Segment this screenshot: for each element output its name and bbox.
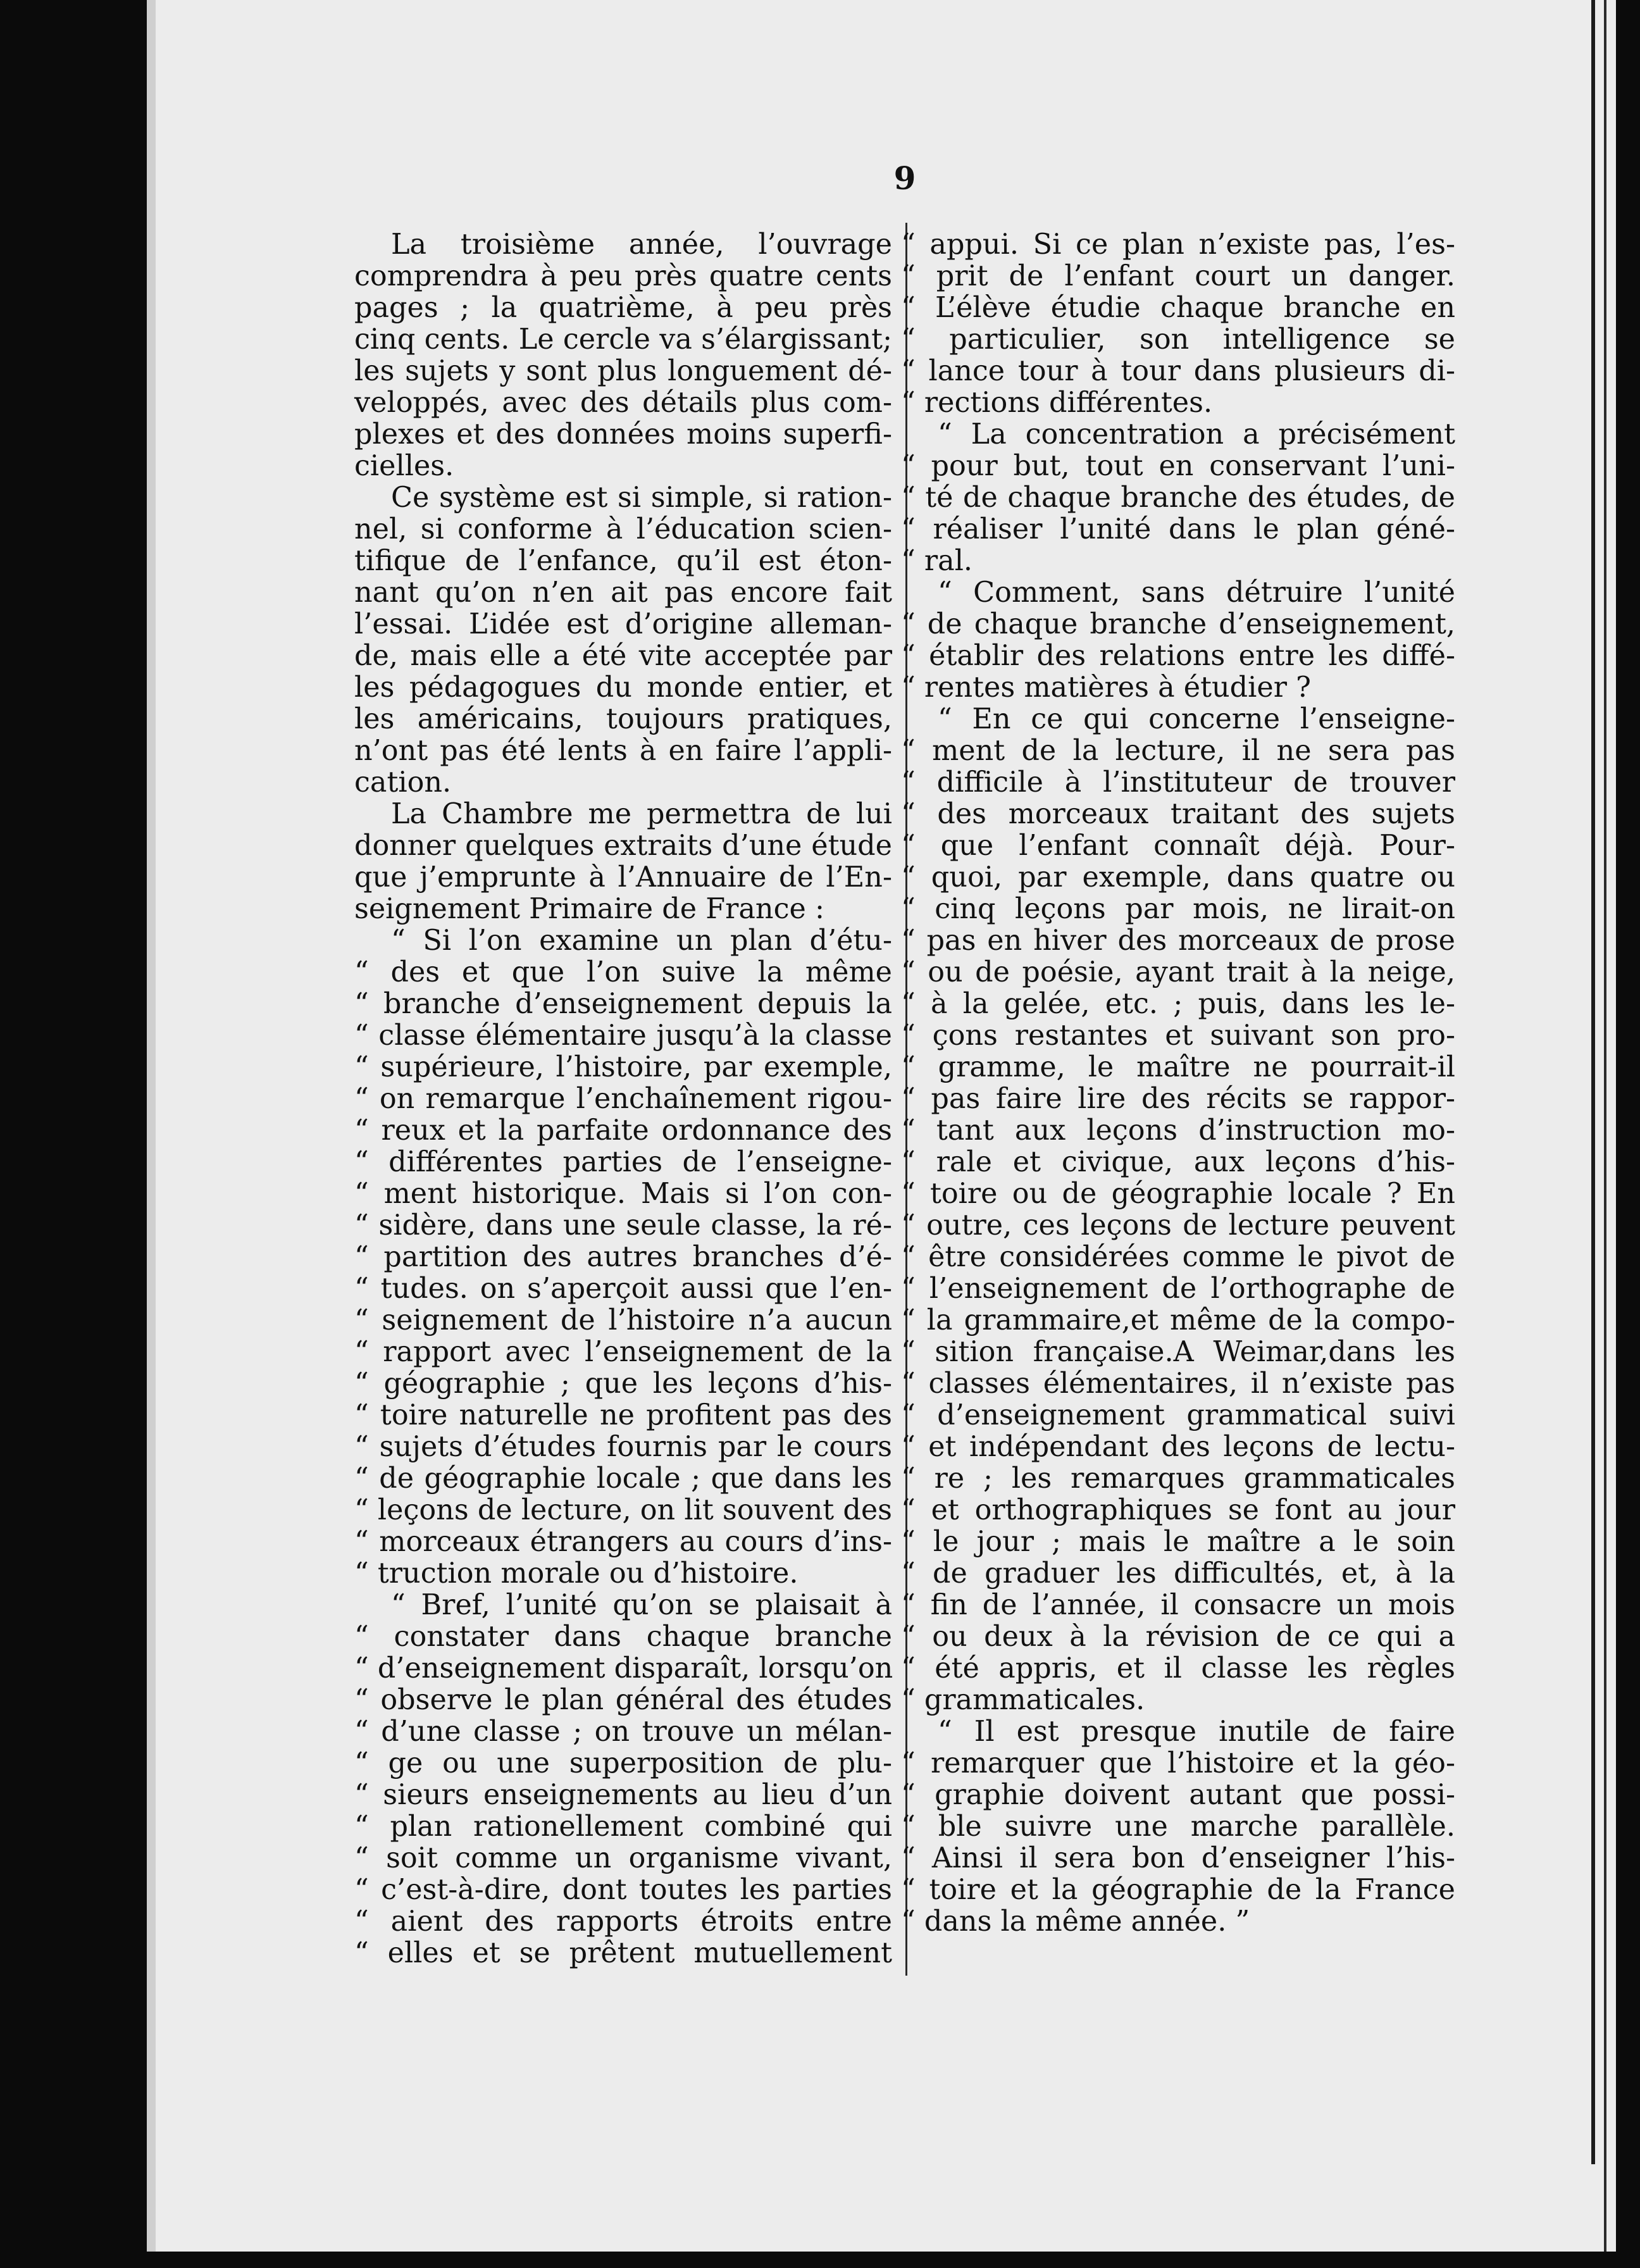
text-line: “ établir des relations entre les diffé-: [901, 640, 1455, 672]
text-line: cielles.: [354, 450, 454, 482]
text-line: “ sition française.A Weimar,dans les: [901, 1336, 1455, 1368]
text-line: “ seignement de l’histoire n’a aucun: [354, 1304, 892, 1336]
text-line: “ ou deux à la révision de ce qui a: [901, 1621, 1455, 1653]
text-line: de, mais elle a été vite acceptée par: [354, 640, 892, 672]
text-line: seignement Primaire de France :: [354, 893, 824, 925]
text-line: “ gramme, le maître ne pourrait-il: [901, 1051, 1455, 1083]
text-line: “ pour but, tout en conservant l’uni-: [901, 450, 1455, 482]
text-line: “ plan rationellement combiné qui: [354, 1810, 892, 1843]
text-line: les sujets y sont plus longuement dé-: [354, 355, 892, 387]
text-line: “ d’enseignement disparaît, lorsqu’on: [354, 1652, 893, 1685]
text-line: “ truction morale ou d’histoire.: [354, 1557, 798, 1590]
text-line: pages ; la quatrième, à peu près: [354, 292, 892, 324]
text-line: “ d’enseignement grammatical suivi: [901, 1399, 1455, 1431]
text-line: “ géographie ; que les leçons d’his-: [354, 1368, 892, 1400]
text-line: “ quoi, par exemple, dans quatre ou: [901, 861, 1455, 894]
text-line: cinq cents. Le cercle va s’élargissant;: [354, 323, 892, 356]
text-line: “ reux et la parfaite ordonnance des: [354, 1114, 892, 1147]
text-line: donner quelques extraits d’une étude: [354, 830, 892, 862]
text-line: “ tudes. on s’aperçoit aussi que l’en-: [354, 1273, 892, 1305]
text-line: “ elles et se prêtent mutuellement: [354, 1937, 892, 1969]
text-line: “ soit comme un organisme vivant,: [354, 1842, 892, 1874]
text-line: La troisième année, l’ouvrage: [391, 228, 892, 261]
text-line: “ dans la même année. ”: [901, 1905, 1250, 1938]
text-line: “ que l’enfant connaît déjà. Pour-: [901, 830, 1455, 862]
text-line: “ ment de la lecture, il ne sera pas: [901, 735, 1455, 767]
page-edge-outer: [1604, 0, 1606, 2252]
text-line: “ observe le plan général des études: [354, 1684, 892, 1716]
text-line: “ outre, ces leçons de lecture peuvent: [901, 1209, 1455, 1242]
text-line: “ l’enseignement de l’orthographe de: [901, 1273, 1455, 1305]
text-line: “ tant aux leçons d’instruction mo-: [901, 1114, 1455, 1147]
text-line: “ Il est presque inutile de faire: [938, 1716, 1455, 1748]
text-line: cation.: [354, 766, 452, 799]
text-line: “ d’une classe ; on trouve un mélan-: [354, 1716, 892, 1748]
text-line: “ classes élémentaires, il n’existe pas: [901, 1368, 1455, 1400]
text-line: “ çons restantes et suivant son pro-: [901, 1019, 1455, 1052]
text-line: “ La concentration a précisément: [938, 418, 1455, 451]
text-line: “ prit de l’enfant court un danger.: [901, 260, 1455, 292]
text-line: “ Si l’on examine un plan d’étu-: [391, 925, 892, 957]
text-line: que j’emprunte à l’Annuaire de l’En-: [354, 861, 892, 894]
page-edge: [1591, 0, 1595, 2164]
text-line: nant qu’on n’en ait pas encore fait: [354, 576, 892, 609]
text-line: “ cinq leçons par mois, ne lirait-on: [901, 893, 1455, 925]
text-line: “ pas en hiver des morceaux de prose: [901, 925, 1455, 957]
text-line: “ ble suivre une marche parallèle.: [901, 1810, 1455, 1843]
text-line: plexes et des données moins superfi-: [354, 418, 892, 451]
text-line: “ aient des rapports étroits entre: [354, 1905, 892, 1938]
left-text-column: [354, 229, 892, 1969]
text-line: les pédagogues du monde entier, et: [354, 671, 892, 704]
text-line: “ et orthographiques se font au jour: [901, 1494, 1455, 1526]
text-line: “ grammaticales.: [901, 1684, 1145, 1716]
text-line: La Chambre me permettra de lui: [391, 798, 892, 830]
text-line: “ supérieure, l’histoire, par exemple,: [354, 1051, 892, 1083]
text-line: nel, si conforme à l’éducation scien-: [354, 513, 892, 545]
text-line: “ morceaux étrangers au cours d’ins-: [354, 1526, 892, 1558]
text-line: “ de géographie locale ; que dans les: [354, 1462, 892, 1495]
text-line: “ ment historique. Mais si l’on con-: [354, 1178, 892, 1210]
text-line: “ Comment, sans détruire l’unité: [938, 576, 1455, 609]
text-line: “ re ; les remarques grammaticales: [901, 1462, 1455, 1495]
text-line: “ sujets d’études fournis par le cours: [354, 1431, 892, 1463]
text-line: “ la grammaire,et même de la compo-: [901, 1304, 1455, 1336]
text-line: “ à la gelée, etc. ; puis, dans les le-: [901, 988, 1455, 1020]
text-line: “ rapport avec l’enseignement de la: [354, 1336, 892, 1368]
text-line: “ remarquer que l’histoire et la géo-: [901, 1747, 1455, 1779]
text-line: “ ou de poésie, ayant trait à la neige,: [901, 956, 1455, 988]
text-line: “ L’élève étudie chaque branche en: [901, 292, 1455, 324]
text-line: “ leçons de lecture, on lit souvent des: [354, 1494, 892, 1526]
text-line: “ En ce qui concerne l’enseigne-: [938, 703, 1455, 735]
text-line: “ des morceaux traitant des sujets: [901, 798, 1455, 830]
page-spine-shadow: [147, 0, 156, 2252]
text-line: “ rections différentes.: [901, 387, 1213, 419]
text-line: “ été appris, et il classe les règles: [901, 1652, 1455, 1685]
text-line: “ particulier, son intelligence se: [901, 323, 1455, 356]
text-line: comprendra à peu près quatre cents: [354, 260, 892, 292]
text-line: “ ge ou une superposition de plu-: [354, 1747, 892, 1779]
text-line: “ pas faire lire des récits se rappor-: [901, 1083, 1455, 1115]
text-line: “ être considérées comme le pivot de: [901, 1241, 1455, 1273]
text-line: “ toire naturelle ne profitent pas des: [354, 1399, 892, 1431]
text-line: “ Bref, l’unité qu’on se plaisait à: [391, 1589, 892, 1621]
text-line: “ té de chaque branche des études, de: [901, 482, 1455, 514]
text-line: “ le jour ; mais le maître a le soin: [901, 1526, 1455, 1558]
text-line: “ difficile à l’instituteur de trouver: [901, 766, 1455, 799]
text-line: “ c’est-à-dire, dont toutes les parties: [354, 1874, 892, 1906]
text-line: “ constater dans chaque branche: [354, 1621, 892, 1653]
text-line: “ branche d’enseignement depuis la: [354, 988, 892, 1020]
text-line: “ classe élémentaire jusqu’à la classe: [354, 1019, 892, 1052]
text-line: “ rentes matières à étudier ?: [901, 671, 1312, 704]
text-line: “ et indépendant des leçons de lectu-: [901, 1431, 1455, 1463]
text-line: les américains, toujours pratiques,: [354, 703, 892, 735]
text-line: “ réaliser l’unité dans le plan géné-: [901, 513, 1455, 545]
text-line: “ des et que l’on suive la même: [354, 956, 892, 988]
text-line: “ on remarque l’enchaînement rigou-: [354, 1083, 892, 1115]
text-line: “ différentes parties de l’enseigne-: [354, 1146, 892, 1178]
text-line: veloppés, avec des détails plus com-: [354, 387, 892, 419]
text-line: “ rale et civique, aux leçons d’his-: [901, 1146, 1455, 1178]
text-line: n’ont pas été lents à en faire l’appli-: [354, 735, 892, 767]
text-line: l’essai. L’idée est d’origine alleman-: [354, 608, 892, 640]
text-line: “ fin de l’année, il consacre un mois: [901, 1589, 1455, 1621]
text-line: “ partition des autres branches d’é-: [354, 1241, 892, 1273]
text-line: “ Ainsi il sera bon d’enseigner l’his-: [901, 1842, 1455, 1874]
text-line: “ ral.: [901, 545, 973, 577]
text-line: “ de chaque branche d’enseignement,: [901, 608, 1455, 640]
text-line: “ sidère, dans une seule classe, la ré-: [354, 1209, 892, 1242]
right-text-column: [901, 229, 1455, 1938]
text-line: “ graphie doivent autant que possi-: [901, 1779, 1455, 1811]
text-line: “ toire et la géographie de la France: [901, 1874, 1455, 1906]
text-line: “ lance tour à tour dans plusieurs di-: [901, 355, 1455, 387]
text-line: “ appui. Si ce plan n’existe pas, l’es-: [901, 228, 1455, 261]
text-line: tifique de l’enfance, qu’il est éton-: [354, 545, 892, 577]
page-number: 9: [893, 159, 916, 197]
text-line: “ de graduer les difficultés, et, à la: [901, 1557, 1455, 1590]
text-line: “ sieurs enseignements au lieu d’un: [354, 1779, 892, 1811]
text-line: “ toire ou de géographie locale ? En: [901, 1178, 1455, 1210]
text-line: Ce système est si simple, si ration-: [391, 482, 892, 514]
